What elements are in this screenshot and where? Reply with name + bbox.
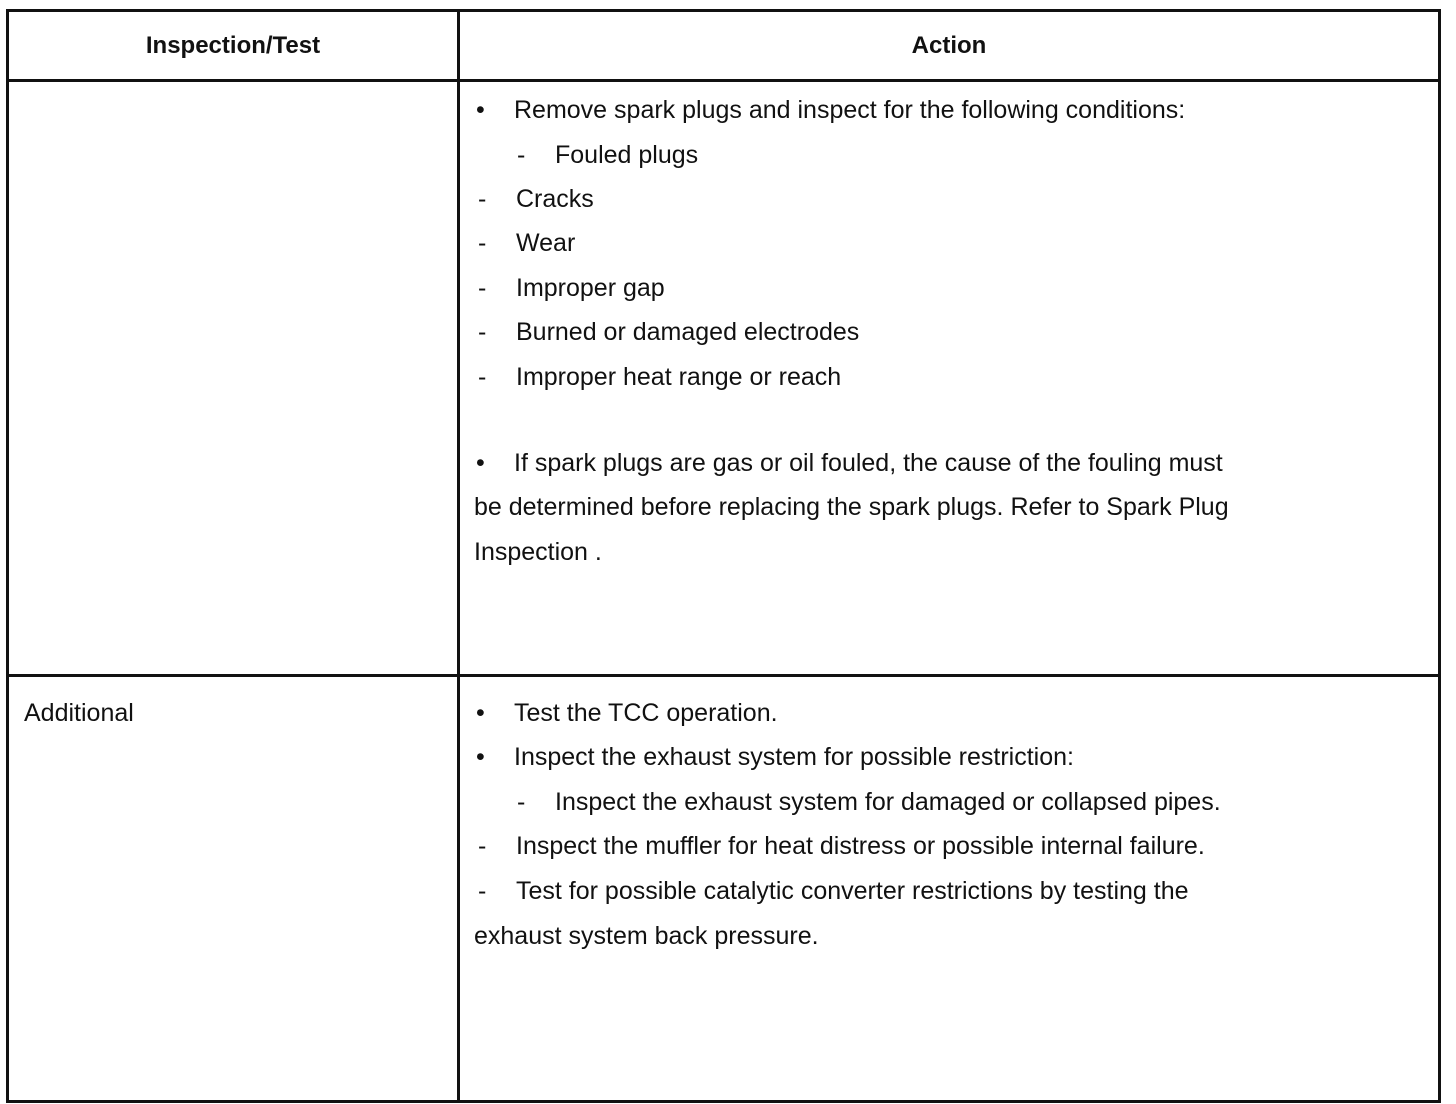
- condition-improper-heat-range: Improper heat range or reach: [516, 363, 842, 391]
- dash-marker: -: [517, 788, 526, 816]
- header-divider: [9, 79, 1438, 82]
- dash-marker: -: [478, 832, 487, 860]
- dash-marker: -: [478, 318, 487, 346]
- condition-fouled-plugs: Fouled plugs: [555, 141, 699, 169]
- header-inspection-test: Inspection/Test: [145, 32, 321, 59]
- condition-burned-electrodes: Burned or damaged electrodes: [516, 318, 860, 346]
- dash-marker: -: [478, 363, 487, 391]
- remove-spark-plugs-text: Remove spark plugs and inspect for the following conditions:: [514, 96, 1186, 124]
- muffler-text: Inspect the muffler for heat distress or possible internal failure.: [516, 832, 1205, 860]
- bullet-marker: •: [476, 96, 485, 124]
- dash-marker: -: [517, 141, 526, 169]
- header-action: Action: [911, 32, 987, 59]
- column-divider: [457, 12, 460, 1100]
- dash-marker: -: [478, 185, 487, 213]
- row-2-inspection-cell: Additional: [24, 699, 134, 727]
- catalytic-line-2: exhaust system back pressure.: [474, 922, 819, 950]
- dash-marker: -: [478, 229, 487, 257]
- fouling-note-line-3: Inspection .: [474, 538, 602, 566]
- bullet-marker: •: [476, 699, 485, 727]
- inspect-exhaust-text: Inspect the exhaust system for possible restriction:: [514, 743, 1074, 771]
- fouling-note-line-2: be determined before replacing the spark plugs. Refer to Spark Plug: [474, 493, 1229, 521]
- condition-improper-gap: Improper gap: [516, 274, 665, 302]
- dash-marker: -: [478, 274, 487, 302]
- collapsed-pipes-text: Inspect the exhaust system for damaged or collapsed pipes.: [555, 788, 1221, 816]
- bullet-marker: •: [476, 449, 485, 477]
- test-tcc-text: Test the TCC operation.: [514, 699, 778, 727]
- catalytic-line-1: Test for possible catalytic converter restrictions by testing the: [516, 877, 1189, 905]
- fouling-note-line-1: If spark plugs are gas or oil fouled, the cause of the fouling must: [514, 449, 1223, 477]
- dash-marker: -: [478, 877, 487, 905]
- condition-cracks: Cracks: [516, 185, 594, 213]
- bullet-marker: •: [476, 743, 485, 771]
- row-divider: [9, 674, 1438, 677]
- condition-wear: Wear: [516, 229, 576, 257]
